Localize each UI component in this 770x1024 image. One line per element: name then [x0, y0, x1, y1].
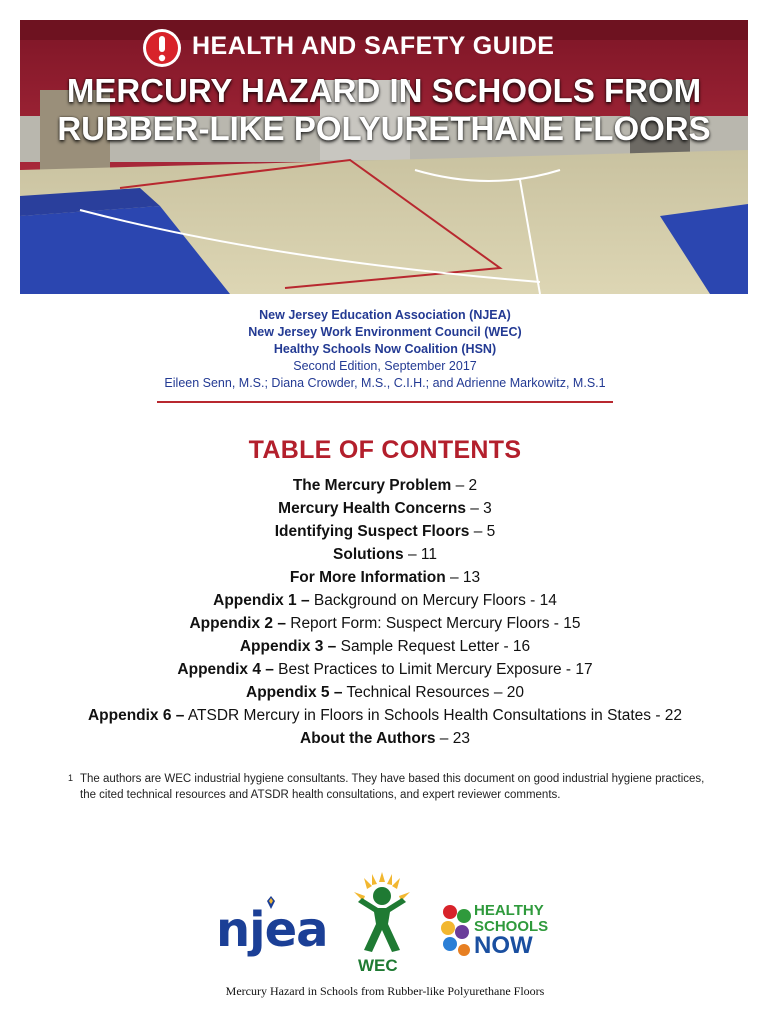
- toc-item: [0, 612, 770, 635]
- wec-wordmark: WEC: [358, 956, 398, 975]
- toc-item-page: Background on Mercury Floors - 14: [309, 592, 557, 609]
- toc-item: [0, 727, 770, 750]
- table-of-contents: [0, 474, 770, 750]
- hands-icon: [440, 904, 474, 958]
- toc-item-title: Solutions: [333, 546, 404, 563]
- toc-item-page: Best Practices to Limit Mercury Exposure - 17: [273, 661, 593, 678]
- toc-item-page: – 3: [465, 500, 492, 517]
- toc-item: [0, 474, 770, 497]
- hsn-word-healthy: HEALTHY: [474, 902, 544, 919]
- toc-item-page: – 2: [451, 477, 478, 494]
- toc-item-title: Appendix 3 –: [239, 638, 337, 655]
- toc-item: [0, 658, 770, 681]
- toc-item: [0, 497, 770, 520]
- footnote-text: The authors are WEC industrial hygiene consultants. They have based this document on good industrial hygiene practices, the cited technical resources and ATSDR health consultations, and expert reviewer comments.: [80, 773, 705, 801]
- footnote: [68, 771, 712, 803]
- toc-item-title: Appendix 1 –: [213, 592, 310, 609]
- toc-item: [0, 520, 770, 543]
- toc-item-title: The Mercury Problem: [292, 477, 452, 494]
- footnote-mark: 1: [68, 773, 74, 783]
- toc-item-page: – 23: [435, 730, 470, 747]
- divider-rule: [157, 401, 613, 403]
- cover-banner: [20, 20, 748, 294]
- toc-item-title: Identifying Suspect Floors: [274, 523, 470, 540]
- title-line-2: RUBBER-LIKE POLYURETHANE FLOORS: [57, 110, 711, 147]
- publisher-block: [0, 307, 770, 392]
- toc-item: [0, 635, 770, 658]
- toc-item-title: Appendix 2 –: [189, 615, 286, 632]
- toc-item: [0, 566, 770, 589]
- wec-figure-icon: [350, 872, 414, 956]
- publisher-wec: New Jersey Work Environment Council (WEC): [248, 325, 522, 339]
- njea-logo: [216, 894, 328, 964]
- healthy-schools-now-logo: [440, 900, 564, 964]
- hsn-word-schools: SCHOOLS: [474, 918, 549, 935]
- toc-item-page: ATSDR Mercury in Floors in Schools Health Consultations in States - 22: [184, 707, 683, 724]
- toc-item-page: Report Form: Suspect Mercury Floors - 15: [285, 615, 581, 632]
- guide-label-row: [20, 24, 748, 64]
- title-line-1: MERCURY HAZARD IN SCHOOLS FROM: [66, 72, 702, 109]
- authors-line: Eileen Senn, M.S.; Diana Crowder, M.S., C.I.H.; and Adrienne Markowitz, M.S.1: [164, 376, 606, 390]
- njea-wordmark: njea: [216, 902, 328, 958]
- toc-item-page: – 5: [469, 523, 496, 540]
- toc-item: [0, 704, 770, 727]
- page-footer: Mercury Hazard in Schools from Rubber-like Polyurethane Floors: [225, 984, 545, 998]
- toc-item: [0, 589, 770, 612]
- toc-item-page: Sample Request Letter - 16: [336, 638, 531, 655]
- hsn-word-now: NOW: [474, 932, 533, 959]
- publisher-njea: New Jersey Education Association (NJEA): [259, 308, 511, 322]
- toc-item-page: Technical Resources – 20: [342, 684, 524, 701]
- toc-item-title: Appendix 5 –: [246, 684, 343, 701]
- toc-item: [0, 681, 770, 704]
- toc-item-title: For More Information: [289, 569, 446, 586]
- toc-item-title: About the Authors: [300, 730, 436, 747]
- guide-label: HEALTH AND SAFETY GUIDE: [192, 32, 555, 60]
- toc-item-title: Appendix 4 –: [177, 661, 274, 678]
- publisher-hsn: Healthy Schools Now Coalition (HSN): [273, 342, 497, 356]
- toc-item-title: Appendix 6 –: [87, 707, 185, 724]
- wec-logo: [350, 872, 414, 980]
- toc-item-title: Mercury Health Concerns: [278, 500, 466, 517]
- toc-item-page: – 11: [403, 546, 437, 563]
- toc-item: [0, 543, 770, 566]
- toc-item-page: – 13: [445, 569, 481, 586]
- document-title: [20, 72, 748, 148]
- exclamation-circle-icon: [142, 28, 182, 68]
- edition-line: Second Edition, September 2017: [293, 359, 477, 373]
- toc-title: TABLE OF CONTENTS: [248, 436, 522, 464]
